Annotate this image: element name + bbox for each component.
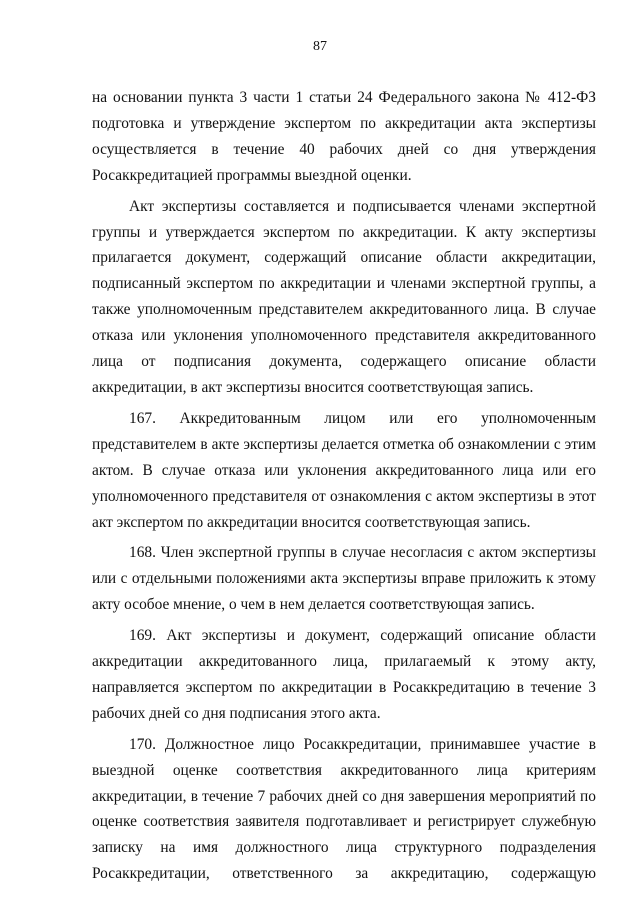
- paragraph-act-expertise: Акт экспертизы составляется и подписывается членами экспертной группы и утверждается экспертом по аккредитации. К акту экспертизы прилагается документ, содержащий описание области аккредитации, подписанный экспертом по аккредитации и членами экспертной группы, а также уполномоченным представителем аккредитованного лица. В случае отказа или уклонения уполномоченного представителя аккредитованного лица от подписания документа, содержащего описание области аккредитации, в акт экспертизы вносится соответствующая запись.: [92, 197, 596, 396]
- paragraph-169: 169. Акт экспертизы и документ, содержащий описание области аккредитации аккредитованного лица, прилагаемый к этому акту, направляется экспертом по аккредитации в Росаккредитацию в течение 3 рабочих дней со дня подписания этого акта.: [92, 627, 596, 722]
- document-body: [92, 85, 596, 887]
- paragraph-168: 168. Член экспертной группы в случае несогласия с актом экспертизы или с отдельными положениями акта экспертизы вправе приложить к этому акту особое мнение, о чем в нем делается соответствующая запись.: [92, 544, 596, 614]
- page-number: 87: [313, 39, 327, 54]
- paragraph-167: 167. Аккредитованным лицом или его уполномоченным представителем в акте экспертизы делается отметка об ознакомлении с этим актом. В случае отказа или уклонения аккредитованного лица или его уполномоченного представителя от ознакомления с актом экспертизы в этот акт экспертом по аккредитации вносится соответствующая запись.: [92, 409, 596, 531]
- paragraph-continuation: на основании пункта 3 части 1 статьи 24 Федерального закона № 412-ФЗ подготовка и утверждение экспертом по аккредитации акта экспертизы осуществляется в течение 40 рабочих дней со дня утверждения Росаккредитацией программы выездной оценки.: [92, 89, 596, 184]
- paragraph-170: 170. Должностное лицо Росаккредитации, принимавшее участие в выездной оценке соответствия аккредитованного лица критериям аккредитации, в течение 7 рабочих дней со дня завершения мероприятий по оценке соответствия заявителя подготавливает и регистрирует служебную записку на имя должностного лица структурного подразделения Росаккредитации, ответственного за аккредитацию, содержащую: [92, 735, 596, 883]
